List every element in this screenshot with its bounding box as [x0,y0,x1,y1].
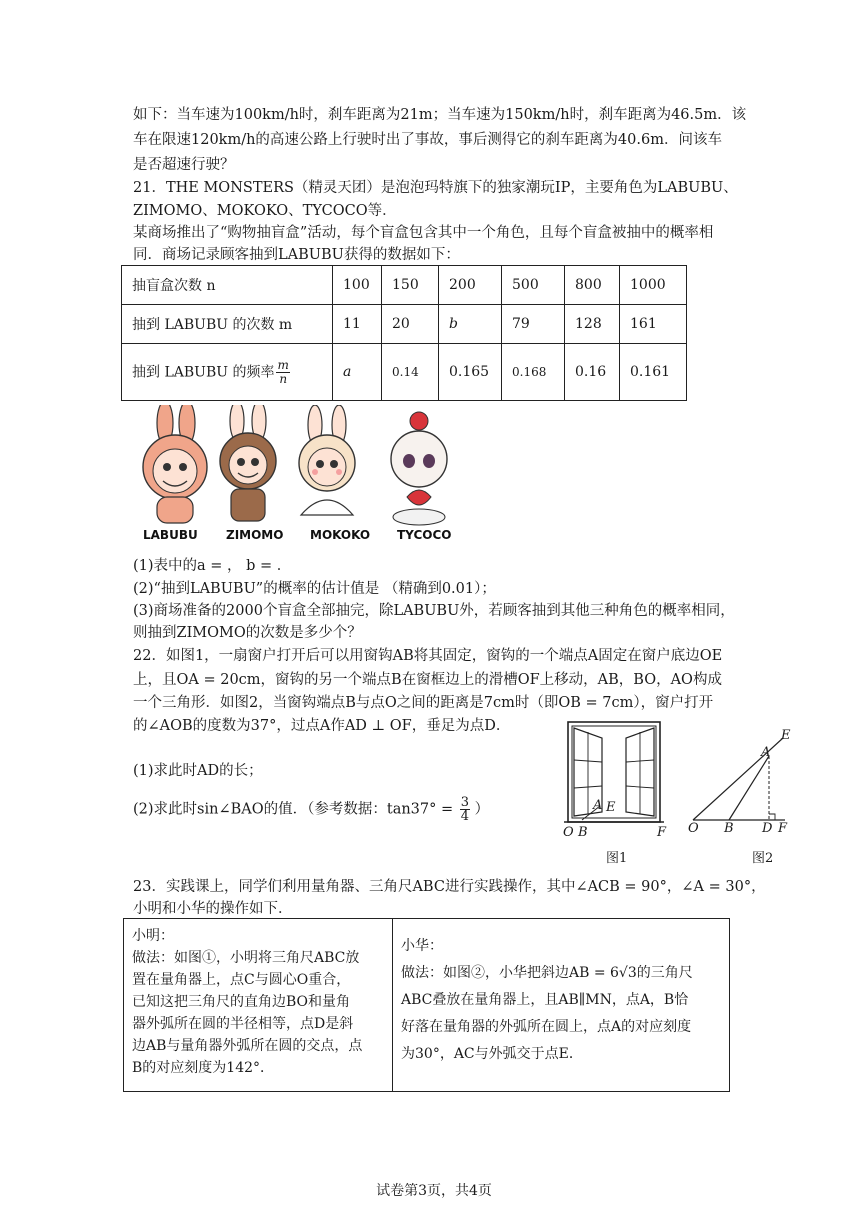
fig2-label-f: F [778,821,788,836]
xiaoming-line: 做法：如图①，小明将三角尺ABC放 [132,950,360,966]
table-row [122,344,687,401]
fig2-label-b: B [724,821,734,836]
fig2-caption: 图2 [752,851,774,866]
ref-denominator: 4 [460,809,470,824]
fig1-label-a: A [593,798,603,813]
table-cell: 128 [565,305,620,344]
intro-line-1: 如下：当车速为100km/h时，刹车距离为21m；当车速为150km/h时，刹车距离为46.5m．该 [133,107,747,123]
fig1-label-f: F [657,825,667,840]
xiaoming-line: 已知这把三角尺的直角边BO和量角 [132,994,351,1010]
q21-sub-3b: 则抽到ZIMOMO的次数是多少个？ [133,625,362,641]
frequency-table [121,265,687,401]
q22-sub-2: (2)求此时sin∠BAO的值．（参考数据：tan37° = [133,801,454,818]
labubu-label: LABUBU [143,528,198,542]
xiaoming-cell [124,919,393,1092]
xiaoming-line: 小明： [132,928,174,944]
table-cell: 0.16 [565,344,620,401]
xiaoming-line: B的对应刻度为142°． [132,1060,275,1076]
row-label-m: 抽到 LABUBU 的次数 m [122,305,333,344]
q21-sub-3a: (3)商场准备的2000个盲盒全部抽完，除LABUBU外，若顾客抽到其他三种角色的概率相同， [133,603,735,619]
figure-2-geometry [685,730,795,825]
table-cell: 161 [620,305,687,344]
q22-sub-2-line [133,796,489,823]
zimomo-label: ZIMOMO [226,528,284,542]
q23-line-2: 小明和小华的操作如下． [133,901,293,917]
frac-denominator: n [279,371,288,386]
mokoko-figure [299,405,355,515]
q21-line-4: 同．商场记录顾客抽到LABUBU获得的数据如下： [133,247,460,263]
table-cell: 0.165 [439,344,502,401]
table-cell: 0.168 [502,344,565,401]
table-row [122,305,687,344]
row-label-freq-text: 抽到 LABUBU 的频率 [132,364,275,380]
table-cell: 100 [333,266,382,305]
q22-line-2: 上，且OA = 20cm，窗钩的另一个端点B在窗框边上的滑槽OF上移动，AB，BO，AO构成 [133,672,722,688]
xiaohua-line: 小华： [401,938,443,954]
row-label-n: 抽盲盒次数 n [122,266,333,305]
table-row [122,266,687,305]
q21-sub-1: (1)表中的a = ， b = ． [133,558,292,574]
ref-fraction [460,796,470,823]
characters-illustration [125,405,475,530]
zimomo-figure [220,405,276,521]
row-label-freq [122,344,333,401]
table-cell: 11 [333,305,382,344]
page-footer: 试卷第3页，共4页 [376,1183,492,1199]
table-cell: 200 [439,266,502,305]
table-row [124,919,730,1092]
labubu-figure [143,405,207,523]
table-cell: 150 [382,266,439,305]
xiaohua-line: 为30°，AC与外弧交于点E． [401,1046,583,1062]
xiaohua-line: ABC叠放在量角器上，且AB∥MN，点A，B恰 [401,992,689,1008]
ref-close: ） [474,801,490,818]
fig2-label-d: D [762,821,773,836]
fig1-label-b: B [578,825,588,840]
q22-line-1: 22．如图1，一扇窗户打开后可以用窗钩AB将其固定，窗钩的一个端点A固定在窗户底边OE [133,648,723,664]
fig2-label-a: A [761,745,771,760]
operations-table [123,918,730,1092]
table-cell: 0.161 [620,344,687,401]
tycoco-label: TYCOCO [397,528,452,542]
q21-sub-2: (2)“抽到LABUBU”的概率的估计值是 （精确到0.01）； [133,581,496,597]
mokoko-label: MOKOKO [310,528,371,542]
fig2-label-e: E [781,728,791,743]
intro-line-3: 是否超速行驶？ [133,157,235,173]
q21-line-1: 21．THE MONSTERS（精灵天团）是泡泡玛特旗下的独家潮玩IP，主要角色为LABUBU、 [133,180,738,196]
fig1-caption: 图1 [606,851,628,866]
fig1-label-e: E [606,800,616,815]
table-cell: 0.14 [382,344,439,401]
fraction-m-over-n [276,359,289,386]
q21-line-2: ZIMOMO、MOKOKO、TYCOCO等． [133,203,397,219]
q23-line-1: 23．实践课上，同学们利用量角器、三角尺ABC进行实践操作，其中∠ACB = 90°，∠A = 30°， [133,879,766,895]
table-cell: 800 [565,266,620,305]
xiaohua-cell [393,919,730,1092]
fig1-label-o: O [563,825,574,840]
fig2-label-o: O [688,821,699,836]
q22-sub-1: (1)求此时AD的长； [133,763,263,779]
tycoco-figure [391,412,447,525]
table-cell: a [333,344,382,401]
xiaoming-line: 边AB与量角器外弧所在圆的交点，点 [132,1038,363,1054]
table-cell: 1000 [620,266,687,305]
q22-line-4: 的∠AOB的度数为37°，过点A作AD ⊥ OF，垂足为点D． [133,718,511,734]
ref-numerator: 3 [460,795,470,810]
table-cell: 20 [382,305,439,344]
xiaohua-line: 做法：如图②，小华把斜边AB = 6√3的三角尺 [401,965,693,981]
table-cell: b [439,305,502,344]
xiaoming-line: 器外弧所在圆的半径相等，点D是斜 [132,1016,354,1032]
xiaohua-line: 好落在量角器的外弧所在圆上，点A的对应刻度 [401,1019,692,1035]
xiaoming-line: 置在量角器上，点C与圆心O重合， [132,972,351,988]
intro-line-2: 车在限速120km/h的高速公路上行驶时出了事故，事后测得它的刹车距离为40.6m．问该车 [133,132,722,148]
table-cell: 79 [502,305,565,344]
q21-line-3: 某商场推出了“购物抽盲盒”活动，每个盲盒包含其中一个角色，且每个盲盒被抽中的概率相 [133,225,714,241]
table-cell: 500 [502,266,565,305]
frac-numerator: m [277,357,289,372]
q22-line-3: 一个三角形．如图2，当窗钩端点B与点O之间的距离是7cm时（即OB = 7cm），窗户打开 [133,695,714,711]
